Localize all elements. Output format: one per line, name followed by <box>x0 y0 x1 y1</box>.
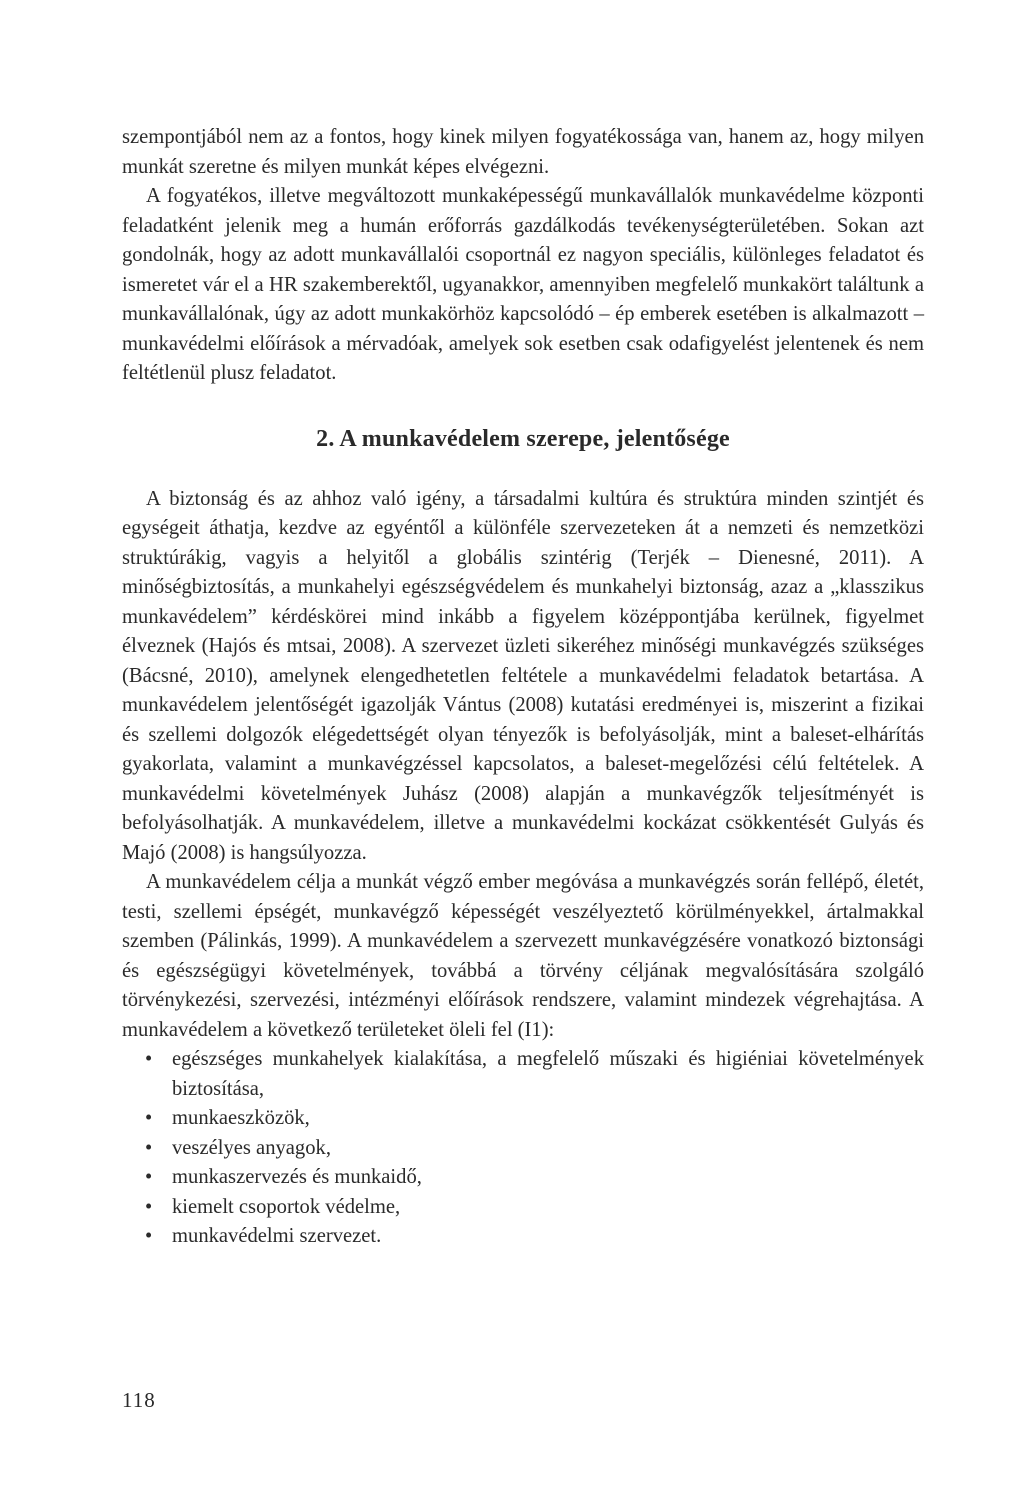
bullet-icon: • <box>145 1225 153 1247</box>
paragraph-intro: szempontjából nem az a fontos, hogy kinek milyen fogyatékossága van, hanem az, hogy milyen munkát szeretne és milyen munkát képes elvégezni. <box>122 126 924 178</box>
safety-areas-list <box>122 1045 924 1252</box>
page-number: 118 <box>122 1388 156 1412</box>
page-body <box>122 123 924 1252</box>
bullet-icon: • <box>145 1048 153 1070</box>
list-item-text: munkaeszközök, <box>172 1107 310 1129</box>
list-item <box>145 1163 924 1193</box>
list-item-text: munkaszervezés és munkaidő, <box>172 1166 422 1188</box>
section-heading: 2. A munkavédelem szerepe, jelentősége <box>316 425 730 452</box>
list-item-text: egészséges munkahelyek kialakítása, a megfelelő műszaki és higiéniai követelmények biztosítása, <box>172 1048 924 1100</box>
list-item <box>145 1193 924 1223</box>
bullet-icon: • <box>145 1107 153 1129</box>
bullet-icon: • <box>145 1166 153 1188</box>
paragraph-safety-goal: A munkavédelem célja a munkát végző ember megóvása a munkavégzés során fellépő, életét, testi, szellemi épségét, munkavégző képességét veszélyeztető körülményekkel, ártalmakkal szemben (Pálinkás, 1999). A munkavédelem a szervezett munkavégzésére vonatkozó biztonsági és egészségügyi követelmények, továbbá a törvény céljának megvalósítására szolgáló törvénykezési, szervezési, intézményi előírások rendszere, valamint mindezek végrehajtása. A munkavédelem a következő területeket öleli fel (I1): <box>122 871 924 1041</box>
list-item <box>145 1104 924 1134</box>
paragraph-safety-importance: A biztonság és az ahhoz való igény, a társadalmi kultúra és struktúra minden szintjét és egységeit áthatja, kezdve az egyéntől a különféle szervezeteken át a nemzeti és nemzetközi struktúrákig, vagyis a helyitől a globális szintérig (Terjék – Dienesné, 2011). A minőségbiztosítás, a munkahelyi egészségvédelem és munkahelyi biztonság, azaz a „klasszikus munkavédelem” kérdéskörei mind inkább a figyelem középpontjába kerülnek, figyelmet élveznek (Hajós és mtsai, 2008). A szervezet üzleti sikeréhez minőségi munkavégzés szükséges (Bácsné, 2010), amelynek elengedhetetlen feltétele a munkavédelmi feladatok betartása. A munkavédelem jelentőségét igazolják Vántus (2008) kutatási eredményei is, miszerint a fizikai és szellemi dolgozók elégedettségét olyan tényezők is befolyásolják, mint a baleset-elhárítás gyakorlata, valamint a munkavégzéssel kapcsolatos, a baleset-megelőzési célú feltételek. A munkavédelmi követelmények Juhász (2008) alapján a munkavégzők teljesítményét is befolyásolhatják. A munkavédelem, illetve a munkavédelmi kockázat csökkentését Gulyás és Majó (2008) is hangsúlyozza. <box>122 487 924 864</box>
list-item <box>145 1134 924 1164</box>
list-item-text: veszélyes anyagok, <box>172 1136 331 1159</box>
list-item-text: kiemelt csoportok védelme, <box>172 1195 401 1218</box>
bullet-icon: • <box>145 1195 153 1218</box>
paragraph-disabled-workers: A fogyatékos, illetve megváltozott munkaképességű munkavállalók munkavédelme központi feladatként jelenik meg a humán erőforrás gazdálkodás tevékenységterületében. Sokan azt gondolnák, hogy az adott munkavállalói csoportnál ez nagyon speciális, különleges feladatot és ismeretet vár el a HR szakemberektől, ugyanakkor, amennyiben megfelelő munkakört találtunk a munkavállalónak, úgy az adott munkakörhöz kapcsolódó – ép emberek esetében is alkalmazott – munkavédelmi előírások a mérvadóak, amelyek sok esetben csak odafigyelést jelentenek és nem feltétlenül plusz feladatot. <box>122 185 924 384</box>
list-item-text: munkavédelmi szervezet. <box>172 1225 382 1247</box>
list-item <box>145 1045 924 1104</box>
bullet-icon: • <box>145 1136 153 1159</box>
list-item <box>145 1222 924 1252</box>
